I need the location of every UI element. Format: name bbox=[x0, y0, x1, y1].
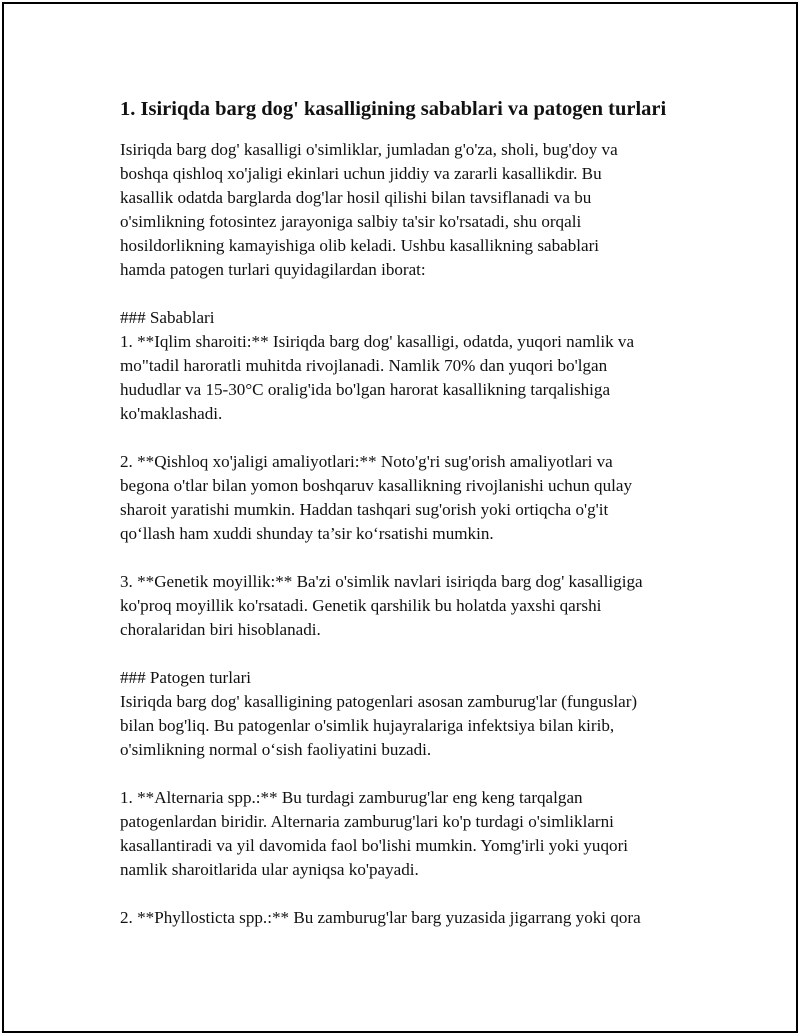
pathogen-alternaria-paragraph bbox=[120, 786, 700, 882]
intro-paragraph bbox=[120, 138, 700, 282]
text-line: kasallantiradi va yil davomida faol bo'lishi mumkin. Yomg'irli yoki yuqori bbox=[120, 836, 629, 855]
text-line: sharoit yaratishi mumkin. Haddan tashqari sug'orish yoki ortiqcha o'g'it bbox=[120, 500, 609, 519]
text-line: o'simlikning fotosintez jarayoniga salbiy ta'sir ko'rsatadi, shu orqali bbox=[120, 212, 582, 231]
text-line: o'simlikning normal o‘sish faoliyatini buzadi. bbox=[120, 740, 432, 759]
text-line: begona o'tlar bilan yomon boshqaruv kasallikning rivojlanishi uchun qulay bbox=[120, 476, 633, 495]
text-line: patogenlardan biridir. Alternaria zamburug'lari ko'p turdagi o'simliklarni bbox=[120, 812, 614, 831]
text-line: 2. **Qishloq xo'jaligi amaliyotlari:** Noto'g'ri sug'orish amaliyotlari va bbox=[120, 452, 613, 471]
text-line: Isiriqda barg dog' kasalligining patogenlari asosan zamburug'lar (funguslar) bbox=[120, 692, 638, 711]
text-line: hosildorlikning kamayishiga olib keladi. Ushbu kasallikning sabablari bbox=[120, 236, 600, 255]
section-heading-causes: ### Sabablari bbox=[120, 308, 215, 327]
text-line: boshqa qishloq xo'jaligi ekinlari uchun jiddiy va zararli kasallikdir. Bu bbox=[120, 164, 602, 183]
text-line: ko'proq moyillik ko'rsatadi. Genetik qarshilik bu holatda yaxshi qarshi bbox=[120, 596, 602, 615]
page-frame bbox=[2, 2, 798, 1033]
text-line: kasallik odatda barglarda dog'lar hosil qilishi bilan tavsiflanadi va bu bbox=[120, 188, 592, 207]
pathogen-phyllosticta-paragraph bbox=[120, 906, 700, 930]
causes-agriculture-paragraph bbox=[120, 450, 700, 546]
causes-genetic-paragraph bbox=[120, 570, 700, 642]
text-line: hamda patogen turlari quyidagilardan iborat: bbox=[120, 260, 426, 279]
text-line: hududlar va 15-30°C oralig'ida bo'lgan harorat kasallikning tarqalishiga bbox=[120, 380, 611, 399]
text-line: namlik sharoitlarida ular ayniqsa ko'payadi. bbox=[120, 860, 419, 879]
pathogen-types-paragraph bbox=[120, 666, 700, 762]
text-line: ko'maklashadi. bbox=[120, 404, 223, 423]
document-title: 1. Isiriqda barg dog' kasalligining sabablari va patogen turlari bbox=[120, 98, 667, 120]
text-line: 2. **Phyllosticta spp.:** Bu zamburug'lar barg yuzasida jigarrang yoki qora bbox=[120, 908, 641, 927]
text-line: mo"tadil haroratli muhitda rivojlanadi. Namlik 70% dan yuqori bo'lgan bbox=[120, 356, 608, 375]
text-line: 3. **Genetik moyillik:** Ba'zi o'simlik navlari isiriqda barg dog' kasalligiga bbox=[120, 572, 643, 591]
text-line: qo‘llash ham xuddi shunday ta’sir ko‘rsatishi mumkin. bbox=[120, 524, 494, 543]
document-body bbox=[120, 96, 700, 954]
causes-climate-paragraph bbox=[120, 306, 700, 426]
text-line: choralaridan biri hisoblanadi. bbox=[120, 620, 321, 639]
text-line: Isiriqda barg dog' kasalligi o'simliklar, jumladan g'o'za, sholi, bug'doy va bbox=[120, 140, 618, 159]
text-line: bilan bog'liq. Bu patogenlar o'simlik hujayralariga infektsiya bilan kirib, bbox=[120, 716, 615, 735]
text-line: 1. **Alternaria spp.:** Bu turdagi zamburug'lar eng keng tarqalgan bbox=[120, 788, 583, 807]
section-heading-pathogens: ### Patogen turlari bbox=[120, 668, 252, 687]
text-line: 1. **Iqlim sharoiti:** Isiriqda barg dog' kasalligi, odatda, yuqori namlik va bbox=[120, 332, 635, 351]
